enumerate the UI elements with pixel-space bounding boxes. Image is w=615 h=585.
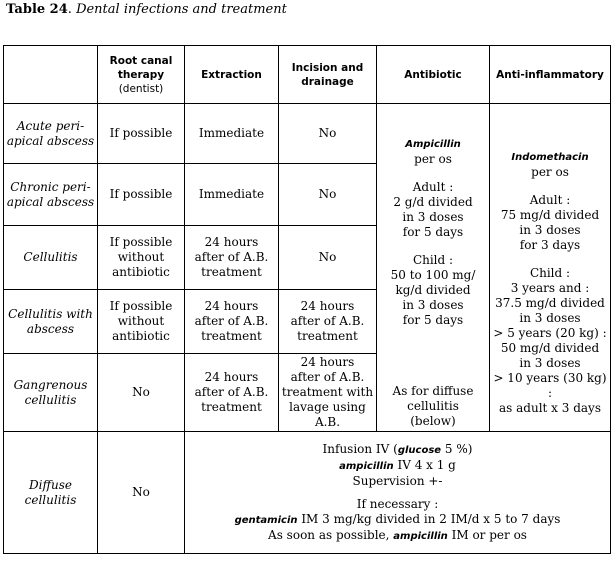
table-row-diffuse [4,432,611,554]
header-incision: Incision and drainage [279,46,377,104]
extraction-cell: 24 hours after of A.B. treatment [185,290,279,354]
diffuse-line-ampicillin-iv: ampicillin IV 4 x 1 g [339,457,456,472]
antibiotic-route: per os [414,151,452,166]
row-label: Diffuse cellulitis [4,432,98,554]
table-row [4,104,611,164]
dental-infections-table [3,45,611,554]
row-label: Chronic peri-apical abscess [4,164,98,226]
row-label: Gangrenous cellulitis [4,354,98,432]
incision-cell: No [279,226,377,290]
antibiotic-gangrenous: As for diffuse cellulitis (below) [392,383,474,428]
root-canal-cell: If possible [98,104,185,164]
extraction-cell: 24 hours after of A.B. treatment [185,226,279,290]
anti-inflammatory-route: per os [531,164,569,179]
anti-inflammatory-adult: Adult : 75 mg/d divided in 3 doses for 3 days [500,192,600,252]
extraction-cell: Immediate [185,164,279,226]
table-caption [6,2,287,17]
antibiotic-child: Child : 50 to 100 mg/ kg/d divided in 3 doses for 5 days [390,252,476,327]
anti-inflammatory-cell [490,104,611,432]
anti-inflammatory-child: Child : 3 years and : 37.5 mg/d divided in 3 doses > 5 years (20 kg) : 50 mg/d divided in 3 doses > 10 years (30 kg) : as adult x 3 days [493,265,607,415]
root-canal-cell: No [98,432,185,554]
diffuse-line-if-necessary: If necessary : [356,496,439,511]
diffuse-treatment-cell [185,432,611,554]
header-root-canal: Root canal therapy (dentist) [98,46,185,104]
row-label: Cellulitis [4,226,98,290]
antibiotic-drug: Ampicillin [405,138,461,150]
table-title: Dental infections and treatment [76,2,287,17]
extraction-cell: 24 hours after of A.B. treatment [185,354,279,432]
diffuse-line-infusion: Infusion IV (glucose 5 %) [322,441,473,456]
incision-cell: 24 hours after of A.B. treatment [279,290,377,354]
row-label: Acute peri-apical abscess [4,104,98,164]
table-number: Table 24 [6,2,68,17]
antibiotic-cell [377,104,490,432]
header-antibiotic: Antibiotic [377,46,490,104]
incision-cell: 24 hours after of A.B. treatment with lavage using A.B. [279,354,377,432]
root-canal-cell: If possible [98,164,185,226]
root-canal-cell: If possible without antibiotic [98,226,185,290]
diffuse-line-ampicillin-im: As soon as possible, ampicillin IM or per os [268,527,527,542]
incision-cell: No [279,164,377,226]
caption-separator: . [67,2,72,17]
row-label: Cellulitis with abscess [4,290,98,354]
anti-inflammatory-drug: Indomethacin [511,151,589,163]
header-corner [4,46,98,104]
antibiotic-adult: Adult : 2 g/d divided in 3 doses for 5 days [393,179,473,239]
diffuse-line-gentamicin: gentamicin IM 3 mg/kg divided in 2 IM/d x 5 to 7 days [234,511,561,526]
root-canal-cell: No [98,354,185,432]
header-root-canal-sub: (dentist) [118,82,164,95]
header-row [4,46,611,104]
incision-cell: No [279,104,377,164]
root-canal-cell: If possible without antibiotic [98,290,185,354]
header-anti-inflammatory: Anti-inflammatory [490,46,611,104]
diffuse-line-supervision: Supervision +- [352,473,443,488]
extraction-cell: Immediate [185,104,279,164]
header-extraction: Extraction [185,46,279,104]
